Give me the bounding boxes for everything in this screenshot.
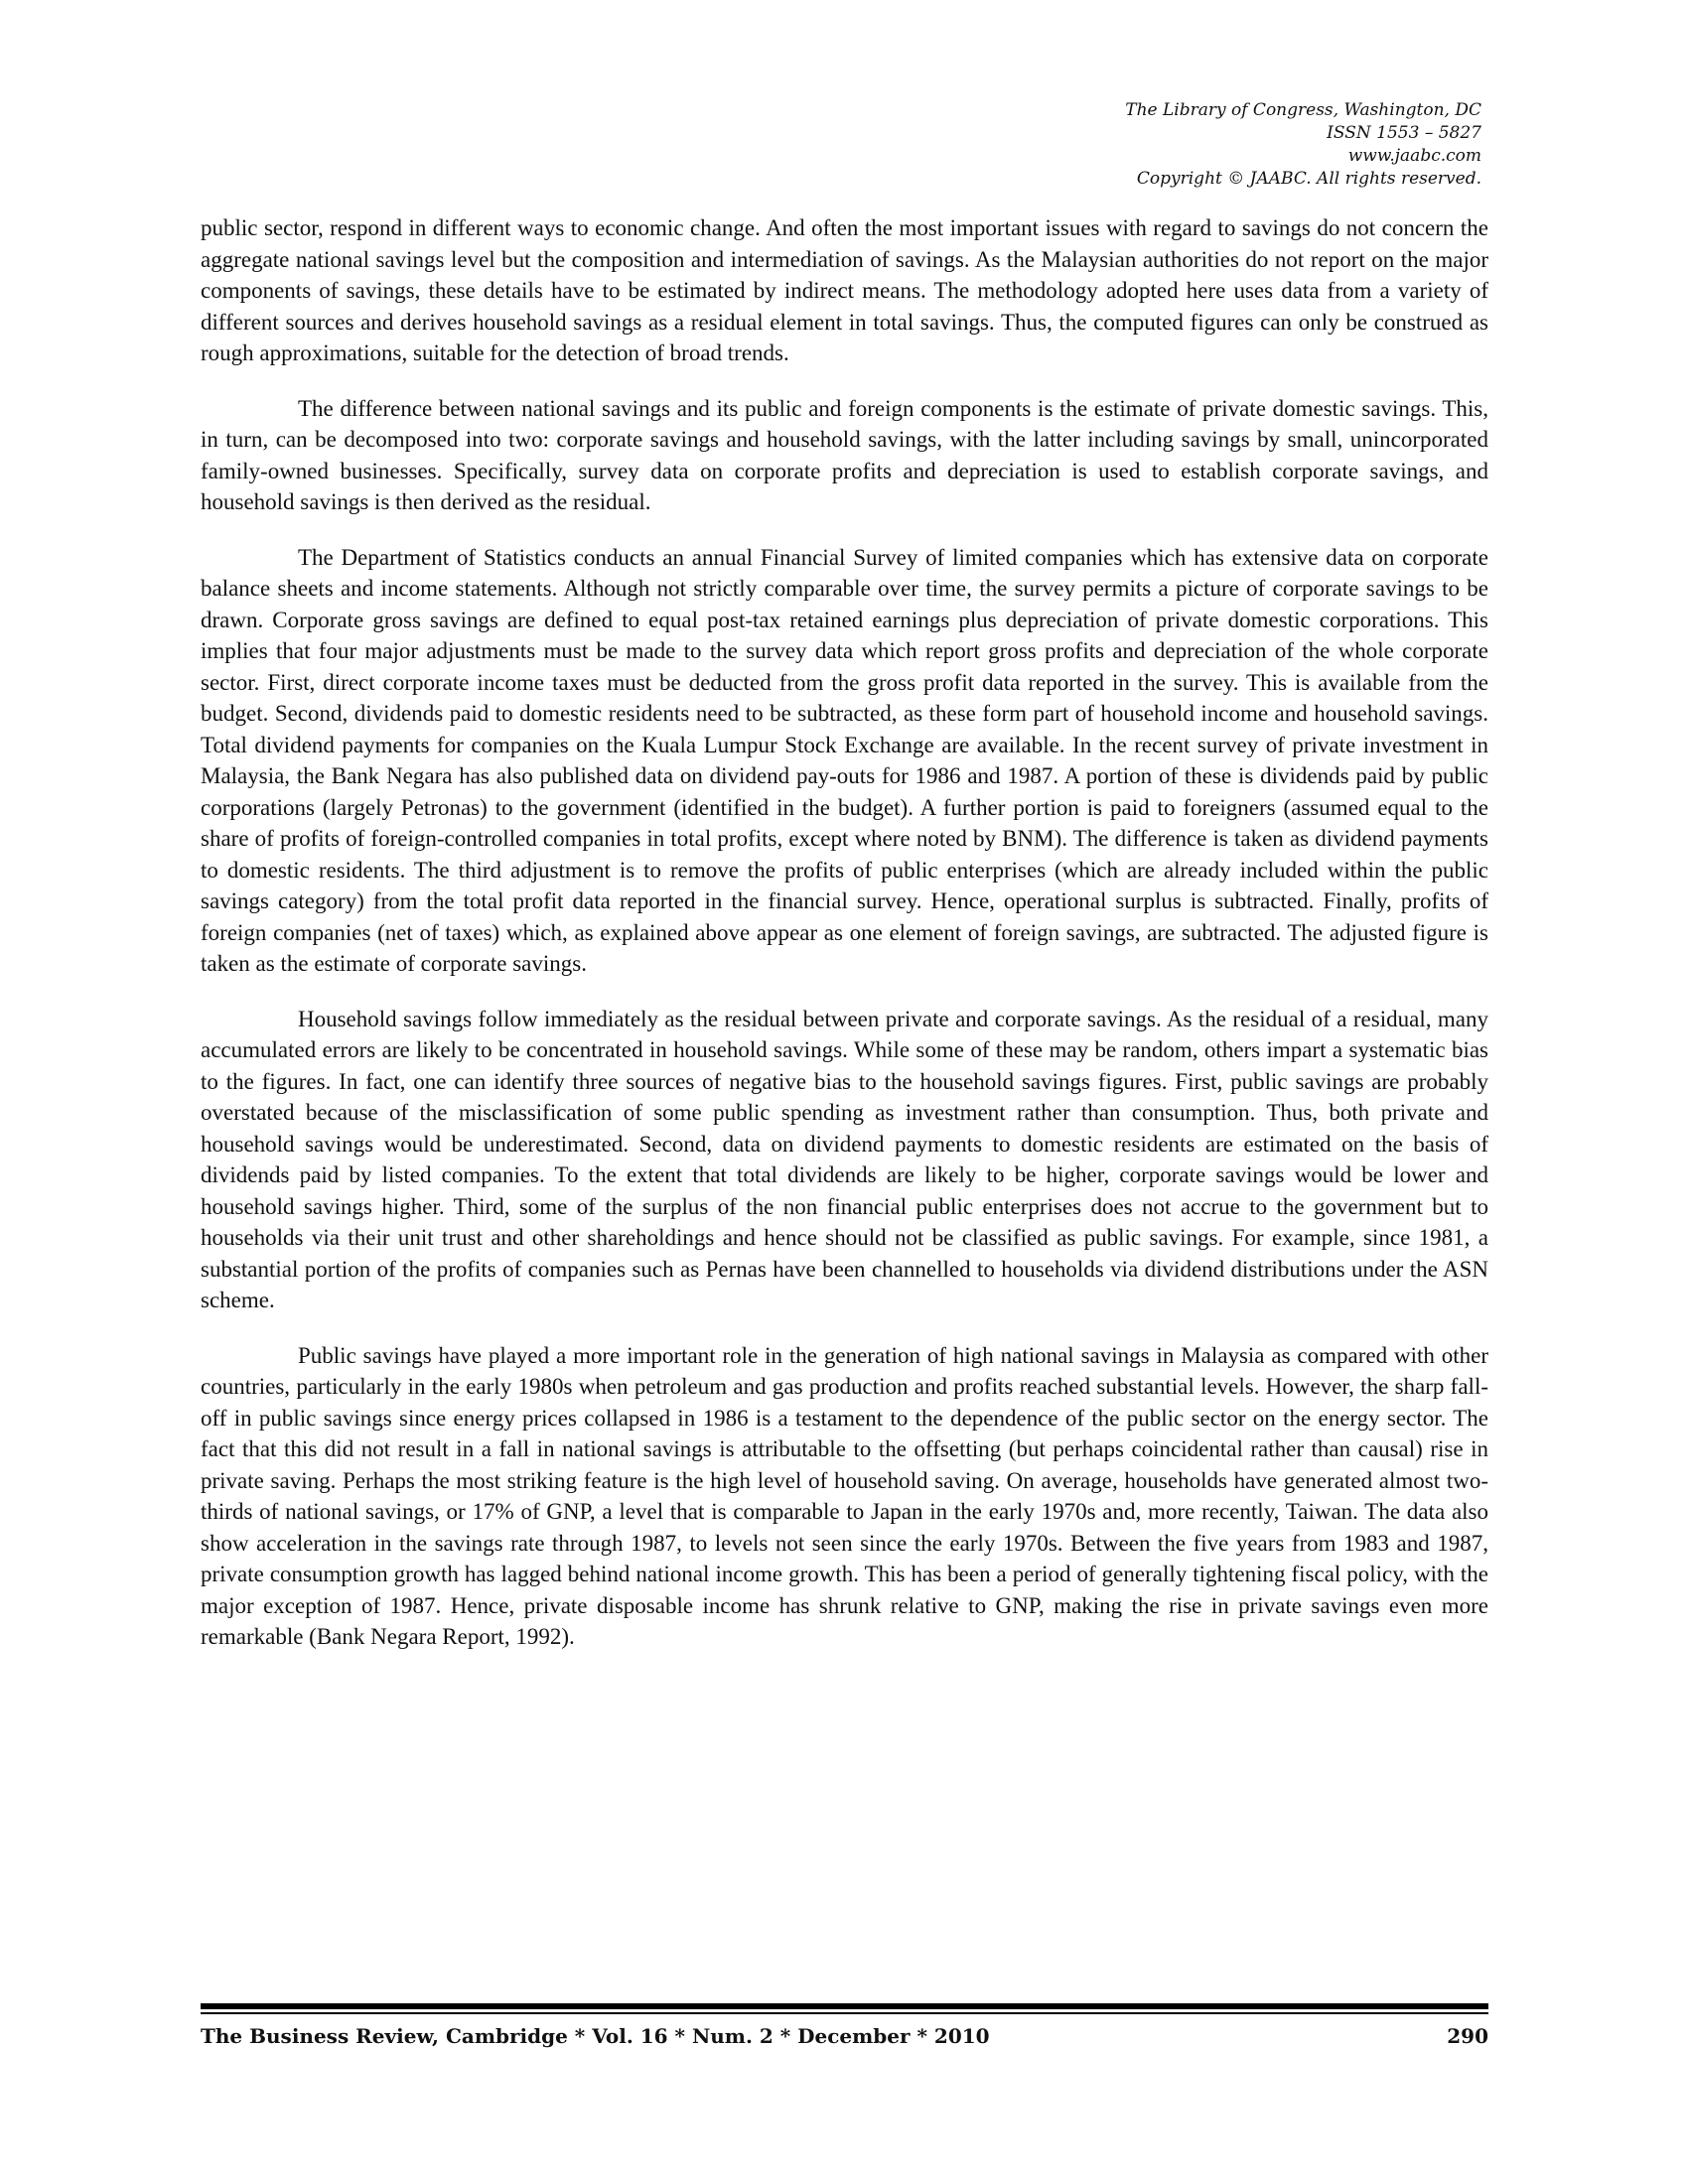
journal-citation: The Business Review, Cambridge * Vol. 16 * Num. 2 * December * 2010 <box>201 2024 990 2048</box>
paragraph-continued: public sector, respond in different ways to economic change. And often the most important issues with regard to savings do not concern the aggregate national savings level but the composition and intermediation of savings. As the Malaysian authorities do not report on the major components of savings, these details have to be estimated by indirect means. The methodology adopted here uses data from a variety of different sources and derives household savings as a residual element in total savings. Thus, the computed figures can only be construed as rough approximations, suitable for the detection of broad trends. <box>201 215 1488 365</box>
header-library: The Library of Congress, Washington, DC <box>1125 100 1481 120</box>
header-issn: ISSN 1553 – 5827 <box>1327 123 1481 143</box>
paragraph: The Department of Statistics conducts an annual Financial Survey of limited companies which has extensive data on corporate balance sheets and income statements. Although not strictly comparable over time, the survey permits a picture of corporate savings to be drawn. Corporate gross savings are defined to equal post-tax retained earnings plus depreciation of private domestic corporations. This implies that four major adjustments must be made to the survey data which report gross profits and depreciation of the whole corporate sector. First, direct corporate income taxes must be deducted from the gross profit data reported in the survey. This is available from the budget. Second, dividends paid to domestic residents need to be subtracted, as these form part of household income and household savings. Total dividend payments for companies on the Kuala Lumpur Stock Exchange are available. In the recent survey of private investment in Malaysia, the Bank Negara has also published data on dividend pay-outs for 1986 and 1987. A portion of these is dividends paid by public corporations (largely Petronas) to the government (identified in the budget). A further portion is paid to foreigners (assumed equal to the share of profits of foreign-controlled companies in total profits, except where noted by BNM). The difference is taken as dividend payments to domestic residents. The third adjustment is to remove the profits of public enterprises (which are already included within the public savings category) from the total profit data reported in the financial survey. Hence, operational surplus is subtracted. Finally, profits of foreign companies (net of taxes) which, as explained above appear as one element of foreign savings, are subtracted. The adjusted figure is taken as the estimate of corporate savings. <box>201 544 1488 976</box>
footer-rule-thin <box>201 2012 1488 2014</box>
article-body <box>201 212 1488 1677</box>
paragraph: Household savings follow immediately as the residual between private and corporate savings. As the residual of a residual, many accumulated errors are likely to be concentrated in household savings. While some of these may be random, others impart a systematic bias to the figures. In fact, one can identify three sources of negative bias to the household savings figures. First, public savings are probably overstated because of the misclassification of some public spending as investment rather than consumption. Thus, both private and household savings would be underestimated. Second, data on dividend payments to domestic residents are estimated on the basis of dividends paid by listed companies. To the extent that total dividends are likely to be higher, corporate savings would be lower and household savings higher. Third, some of the surplus of the non financial public enterprises does not accrue to the government but to households via their unit trust and other shareholdings and hence should not be classified as public savings. For example, since 1981, a substantial portion of the profits of companies such as Pernas have been channelled to households via dividend distributions under the ASN scheme. <box>201 1006 1488 1312</box>
paragraph: The difference between national savings and its public and foreign components is the estimate of private domestic savings. This, in turn, can be decomposed into two: corporate savings and household savings, with the latter including savings by small, unincorporated family-owned businesses. Specifically, survey data on corporate profits and depreciation is used to establish corporate savings, and household savings is then derived as the residual. <box>201 395 1488 514</box>
page-footer <box>201 2003 1488 2048</box>
paragraph: Public savings have played a more important role in the generation of high national savings in Malaysia as compared with other countries, particularly in the early 1980s when petroleum and gas production and profits reached substantial levels. However, the sharp fall-off in public savings since energy prices collapsed in 1986 is a testament to the dependence of the public sector on the energy sector. The fact that this did not result in a fall in national savings is attributable to the offsetting (but perhaps coincidental rather than causal) rise in private saving. Perhaps the most striking feature is the high level of household saving. On average, households have generated almost two-thirds of national savings, or 17% of GNP, a level that is comparable to Japan in the early 1970s and, more recently, Taiwan. The data also show acceleration in the savings rate through 1987, to levels not seen since the early 1970s. Between the five years from 1983 and 1987, private consumption growth has lagged behind national income growth. This has been a period of generally tightening fiscal policy, with the major exception of 1987. Hence, private disposable income has shrunk relative to GNP, making the rise in private savings even more remarkable (Bank Negara Report, 1992). <box>201 1342 1488 1649</box>
page-header <box>786 99 1481 191</box>
header-website: www.jaabc.com <box>1347 146 1481 166</box>
page-number: 290 <box>1447 2024 1488 2048</box>
header-copyright: Copyright © JAABC. All rights reserved. <box>1136 169 1481 189</box>
footer-row <box>201 2024 1488 2048</box>
footer-rule-thick <box>201 2003 1488 2009</box>
